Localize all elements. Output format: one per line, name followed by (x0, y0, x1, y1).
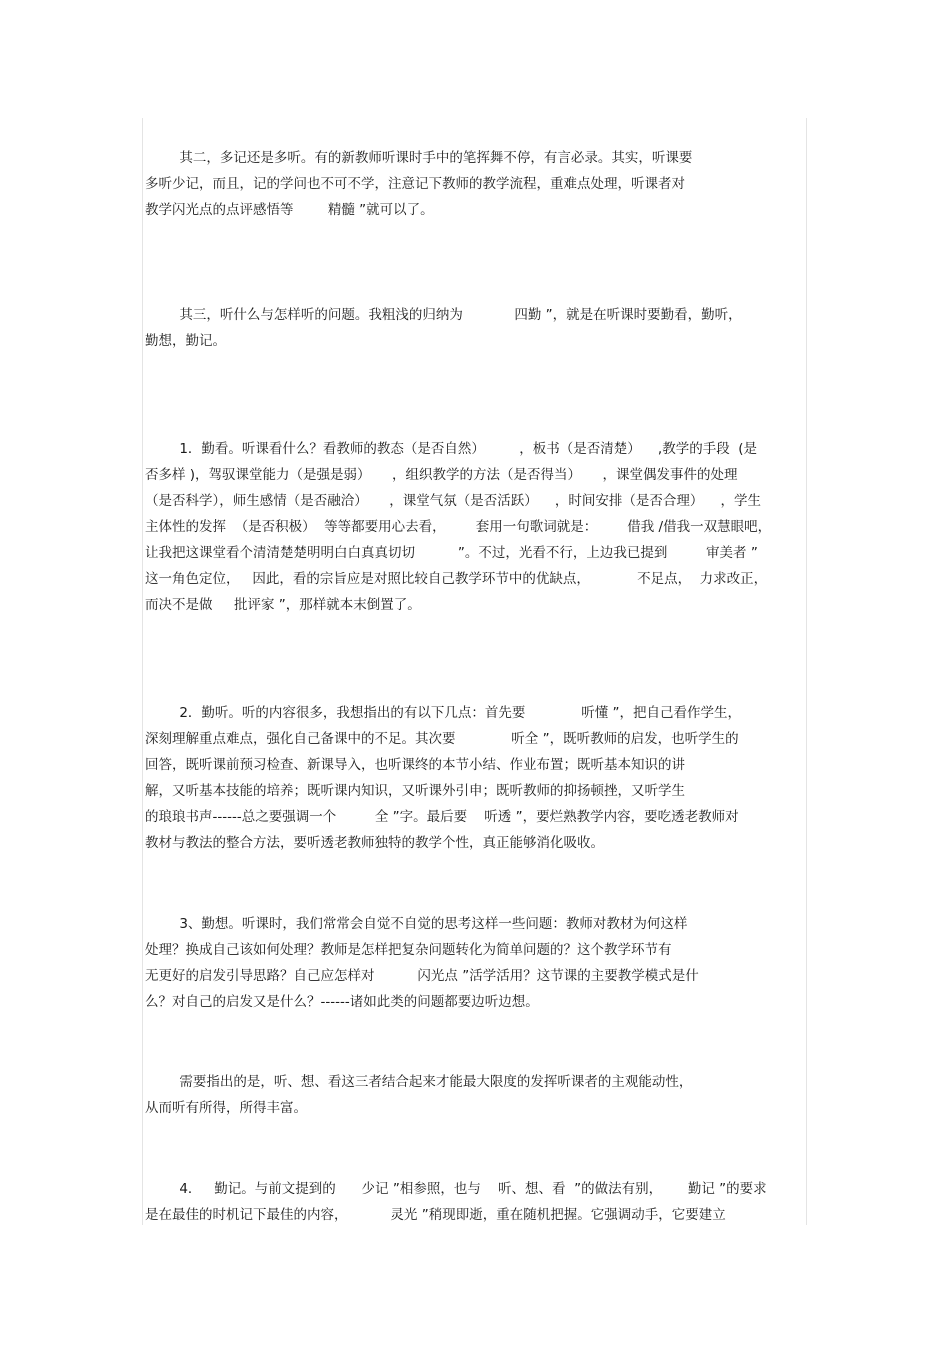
text-line: 解，又听基本技能的培养；既听课内知识，又听课外引申；既听教师的抑扬顿挫，又听学生 (145, 783, 685, 799)
paragraph-second-point (145, 145, 810, 223)
paragraph-diligent-listen (145, 700, 810, 856)
text-line: 深刻理解重点难点，强化自己备课中的不足。其次要 听全 ”，既听教师的启发，也听学生的 (145, 731, 739, 747)
text-line: 1．勤看。听课看什么？看教师的教态（是否自然） ，板书（是否清楚） ,教学的手段 (是 (145, 441, 758, 457)
text-line: 4． 勤记。与前文提到的 少记 ”相参照，也与 听、想、看 ”的做法有别， 勤记 ”的要求 (145, 1181, 767, 1197)
text-line: 主体性的发挥 （是否积极） 等等都要用心去看， 套用一句歌词就是： 借我 /借我一双慧眼吧， (145, 519, 772, 535)
paragraph-diligent-record (145, 1176, 810, 1228)
text-line: 否多样 )，驾驭课堂能力（是强是弱） ，组织教学的方法（是否得当） ，课堂偶发事件的处理 (145, 467, 738, 483)
text-line: 的琅琅书声------总之要强调一个 全 ”字。最后要 听透 ”，要烂熟教学内容，要吃透老教师对 (145, 809, 739, 825)
text-line: 么？对自己的启发又是什么？------诸如此类的问题都要边听边想。 (145, 994, 539, 1010)
text-line: 是在最佳的时机记下最佳的内容， 灵光 ”稍现即逝，重在随机把握。它强调动手，它要建立 (145, 1207, 726, 1223)
text-line: 多听少记，而且，记的学问也不可不学，注意记下教师的教学流程，重难点处理，听课者对 (145, 176, 685, 192)
text-line: 这一角色定位， 因此，看的宗旨应是对照比较自己教学环节中的优缺点， 不足点， 力求改正， (145, 571, 768, 587)
paragraph-diligent-look (145, 436, 810, 618)
text-line: 教材与教法的整合方法，要听透老教师独特的教学个性，真正能够消化吸收。 (145, 835, 604, 851)
text-line: 勤想，勤记。 (145, 333, 226, 349)
text-line: 3、勤想。听课时，我们常常会自觉不自觉的思考这样一些问题：教师对教材为何这样 (145, 916, 688, 932)
text-line: （是否科学），师生感情（是否融洽） ，课堂气氛（是否活跃） ，时间安排（是否合理） ，学生 (145, 493, 762, 509)
text-line: 教学闪光点的点评感悟等 精髓 ”就可以了。 (145, 202, 434, 218)
paragraph-third-point (145, 302, 810, 354)
text-line: 其三，听什么与怎样听的问题。我粗浅的归纳为 四勤 ”，就是在听课时要勤看，勤听， (145, 307, 742, 323)
paragraph-diligent-think (145, 911, 810, 1015)
text-line: 从而听有所得，所得丰富。 (145, 1100, 307, 1116)
text-line: 其二，多记还是多听。有的新教师听课时手中的笔挥舞不停，有言必录。其实，听课要 (145, 150, 693, 166)
text-line: 让我把这课堂看个清清楚楚明明白白真真切切 ”。不过，光看不行，上边我已提到 审美者 ” (145, 545, 758, 561)
text-line: 无更好的启发引导思路？自己应怎样对 闪光点 ”活学活用？这节课的主要教学模式是什 (145, 968, 699, 984)
paragraph-combined (145, 1069, 810, 1121)
text-line: 回答，既听课前预习检查、新课导入，也听课终的本节小结、作业布置；既听基本知识的讲 (145, 757, 685, 773)
text-line: 2．勤听。听的内容很多，我想指出的有以下几点：首先要 听懂 ”，把自己看作学生， (145, 705, 741, 721)
text-line: 处理？换成自己该如何处理？教师是怎样把复杂问题转化为简单问题的？这个教学环节有 (145, 942, 672, 958)
text-line: 需要指出的是，听、想、看这三者结合起来才能最大限度的发挥听课者的主观能动性， (145, 1074, 693, 1090)
right-margin-line (806, 118, 807, 1225)
text-line: 而决不是做 批评家 ”，那样就本末倒置了。 (145, 597, 421, 613)
left-margin-line (142, 118, 143, 1225)
